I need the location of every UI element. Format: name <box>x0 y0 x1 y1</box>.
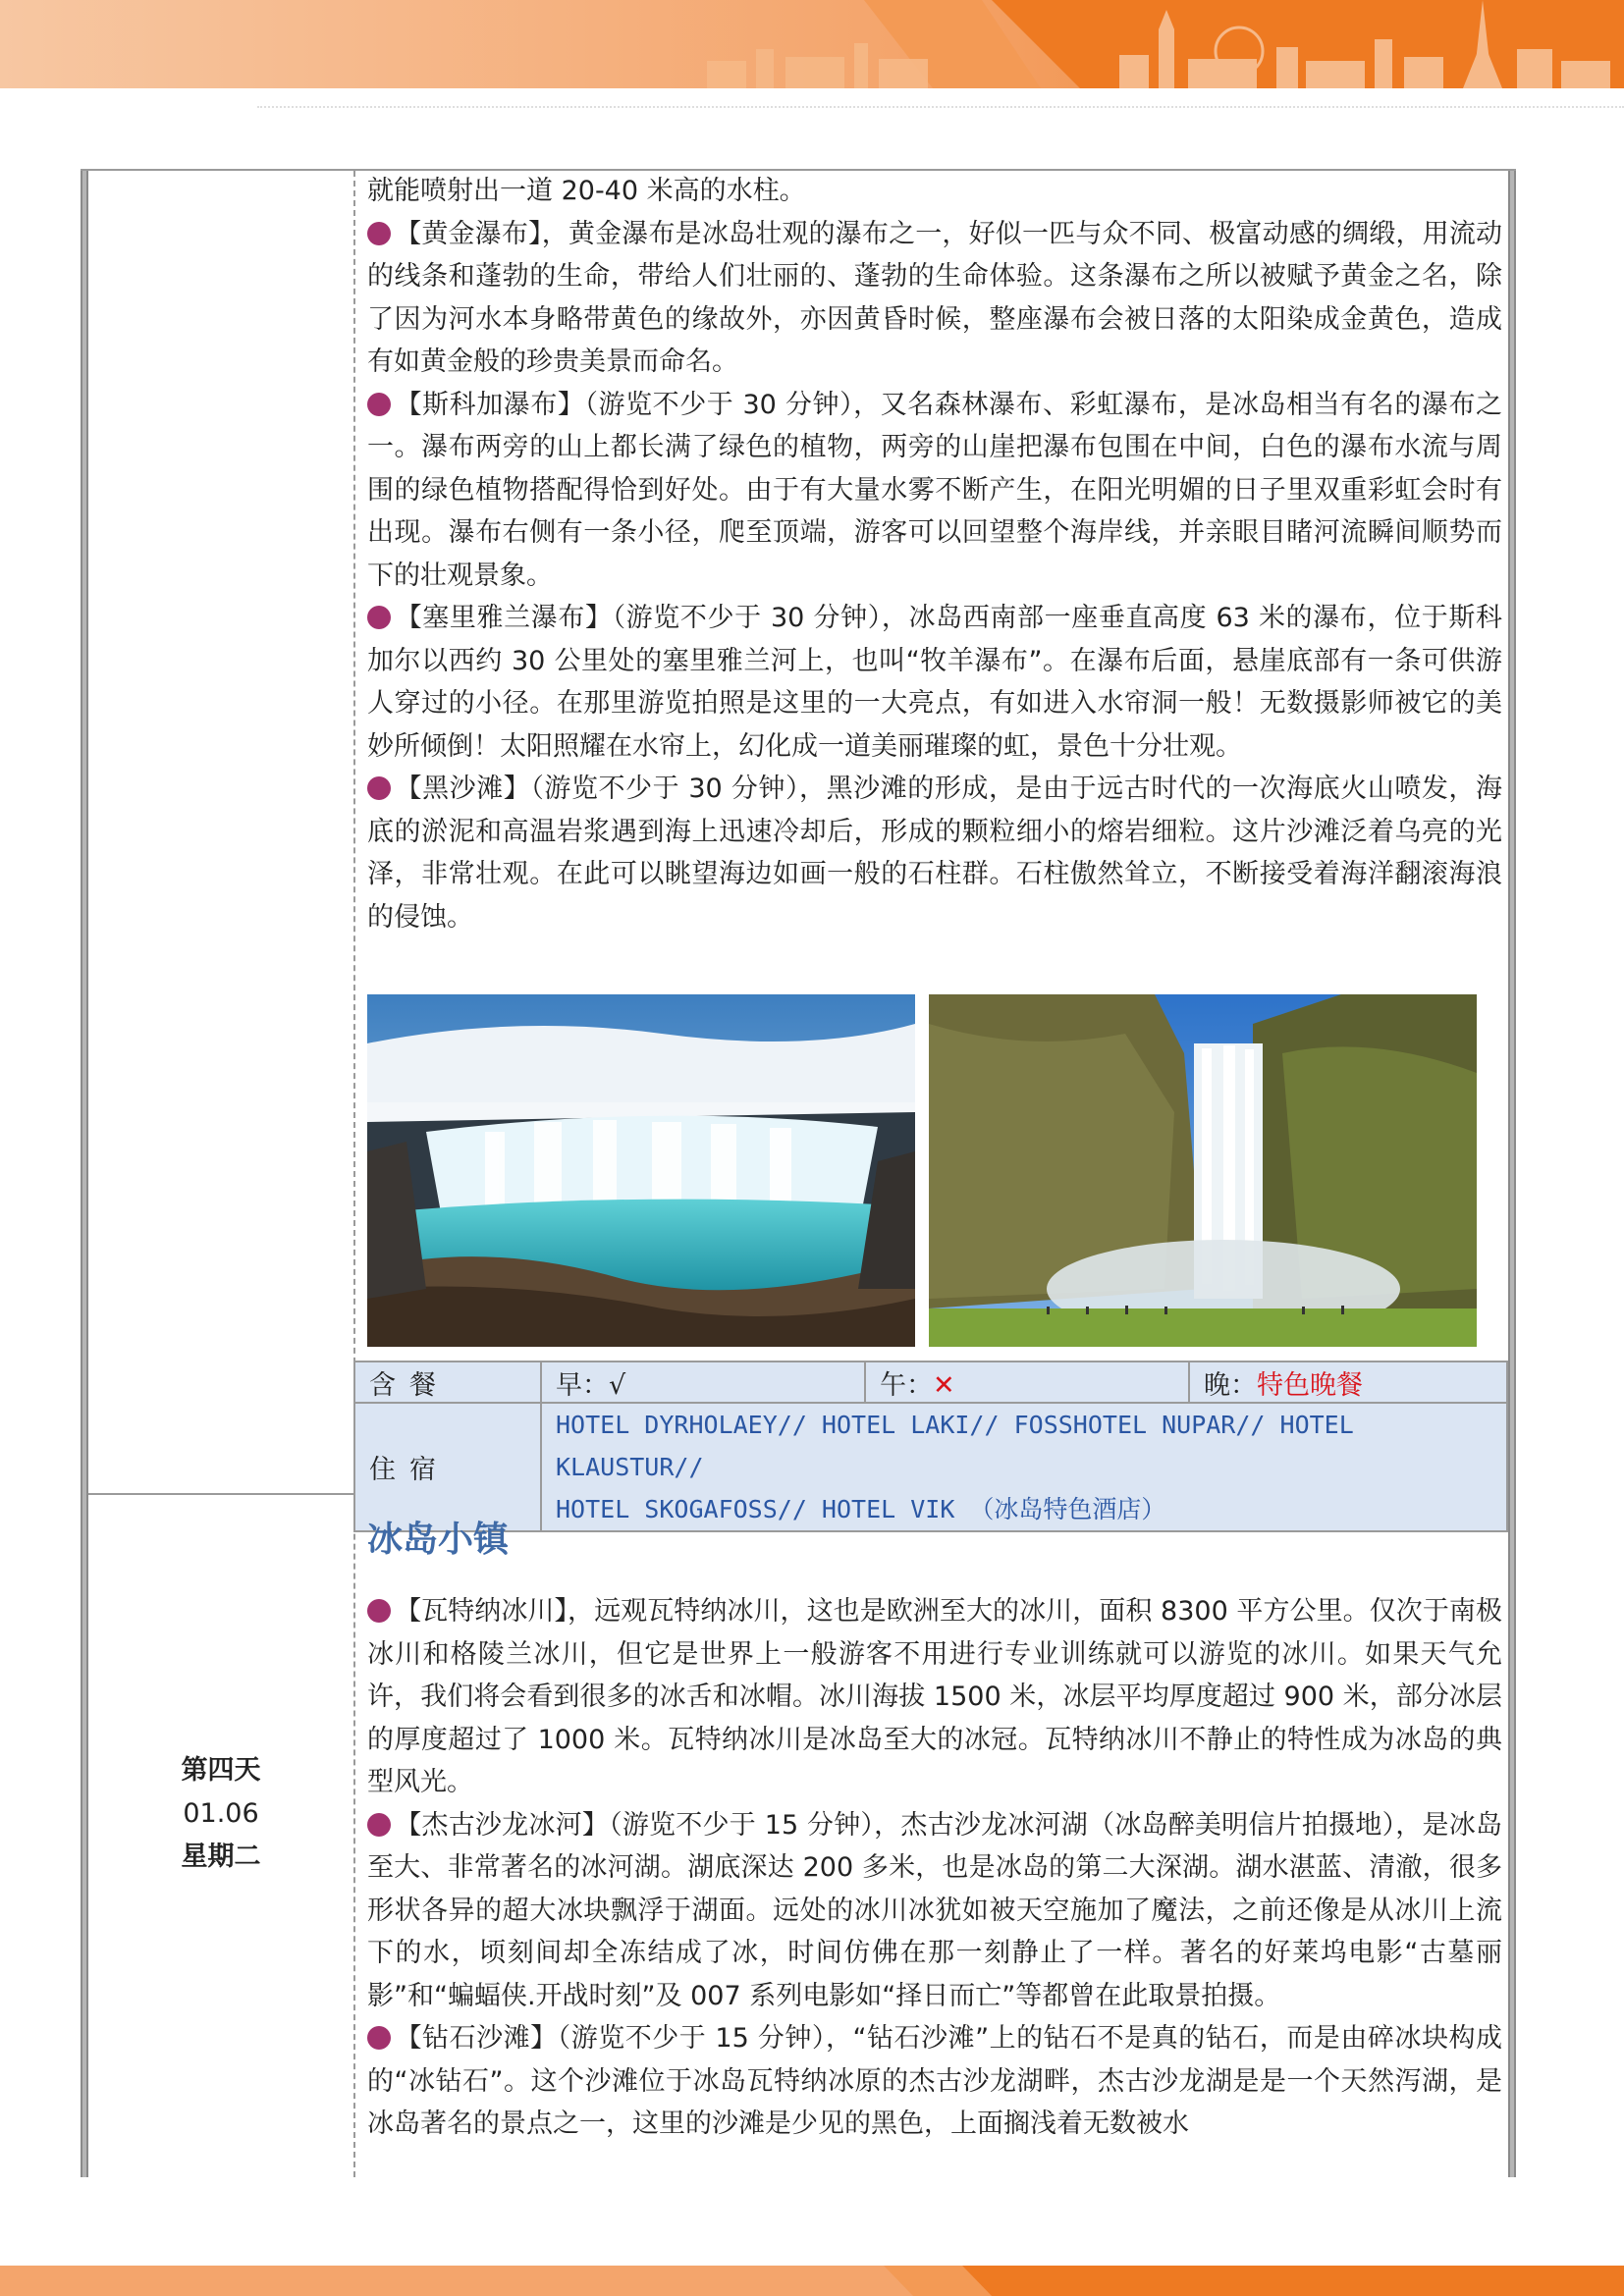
attraction-name: 【钻石沙滩】 <box>395 2023 558 2054</box>
footer-bar <box>0 2266 1624 2296</box>
hotel-list <box>541 1403 1507 1531</box>
meal-row <box>354 1362 1507 1403</box>
paragraph-geyser-end: 就能喷射出一道 20-40 米高的水柱。 <box>367 176 806 206</box>
meal-lodging-table <box>353 1361 1508 1532</box>
day-weekday: 星期二 <box>181 1842 261 1872</box>
table-right-border <box>1508 171 1516 2177</box>
paragraph-seljalandsfoss: 【塞里雅兰瀑布】（游览不少于 30 分钟），冰岛西南部一座垂直高度 63 米的瀑布，位于斯科加尔以西约 30 公里处的塞里雅兰河上，也叫“牧羊瀑布”。在瀑布后面，悬崖底部有一条可供游人穿过的小径。在那里游览拍照是这里的一大亮点，有如进入水帘洞一般！无数摄影师被它的美妙所倾倒！太阳照耀在水帘上，幻化成一道美丽璀璨的虹，景色十分壮观。 <box>367 603 1502 762</box>
bullet-dot-icon <box>367 1599 391 1623</box>
day4-itinerary-text <box>367 1590 1502 2146</box>
column-divider <box>353 171 355 2177</box>
waterfall-cliff-image <box>929 994 1477 1347</box>
attraction-name: 【杰古沙龙冰河】 <box>395 1809 610 1841</box>
paragraph-vatnajokull: 【瓦特纳冰川】，远观瓦特纳冰川，这也是欧洲至大的冰川，面积 8300 平方公里。仅次于南极冰川和格陵兰冰川，但它是世界上一般游客不用进行专业训练就可以游览的冰川。如果天气允许，我们将会看到很多的冰舌和冰帽。冰川海拔 1500 米，冰层平均厚度超过 900 米，部分冰层的厚度超过了 1000 米。瓦特纳冰川是冰岛至大的冰冠。瓦特纳冰川不静止的特性成为冰岛的典型风光。 <box>367 1596 1502 1797</box>
lodging-label: 住宿 <box>354 1403 541 1531</box>
attraction-name: 【瓦特纳冰川】 <box>395 1596 568 1627</box>
breakfast-cell: 早：√ <box>541 1362 865 1403</box>
lunch-cell: 午：✕ <box>865 1362 1189 1403</box>
attraction-name: 【斯科加瀑布】 <box>395 389 585 420</box>
paragraph-gullfoss: 【黄金瀑布】，黄金瀑布是冰岛壮观的瀑布之一，好似一匹与众不同、极富动感的绸缎，用流动的线条和蓬勃的生命，带给人们壮丽的、蓬勃的生命体验。这条瀑布之所以被赋予黄金之名，除了因为河水本身略带黄色的缘故外，亦因黄昏时候，整座瀑布会被日落的太阳染成金黄色，造成有如黄金般的珍贵美景而命名。 <box>367 218 1502 377</box>
dinner-cell: 晚：特色晚餐 <box>1189 1362 1507 1403</box>
header-dotted-divider <box>257 106 1624 108</box>
hotel-line-2: HOTEL SKOGAFOSS// HOTEL VIK （冰岛特色酒店） <box>556 1495 1166 1523</box>
day3-itinerary-text <box>367 170 1502 938</box>
attraction-name: 【黑沙滩】 <box>395 774 531 804</box>
dinner-value: 特色晚餐 <box>1257 1369 1363 1401</box>
paragraph-diamond-beach: 【钻石沙滩】（游览不少于 15 分钟），“钻石沙滩”上的钻石不是真的钻石，而是由碎冰块构成的“冰钻石”。这个沙滩位于冰岛瓦特纳冰原的杰古沙龙湖畔，杰古沙龙湖是是一个天然泻湖，是冰岛著名的景点之一，这里的沙滩是少见的黑色，上面搁浅着无数被水 <box>367 2023 1503 2139</box>
bullet-dot-icon <box>367 606 391 629</box>
attraction-name: 【黄金瀑布】 <box>395 218 542 249</box>
bullet-dot-icon <box>367 776 391 800</box>
day-label <box>88 1749 353 1879</box>
waterfall-lagoon-image <box>367 994 915 1347</box>
photo-skogafoss <box>929 994 1477 1347</box>
day4-title: 冰岛小镇 <box>367 1520 510 1560</box>
breakfast-value: √ <box>609 1369 626 1401</box>
lodging-row <box>354 1403 1507 1531</box>
hotel-line-1: HOTEL DYRHOLAEY// HOTEL LAKI// FOSSHOTEL NUPAR// HOTEL KLAUSTUR// <box>556 1411 1354 1481</box>
bullet-dot-icon <box>367 222 391 245</box>
paragraph-black-sand-beach: 【黑沙滩】（游览不少于 30 分钟），黑沙滩的形成，是由于远古时代的一次海底火山喷发，海底的淤泥和高温岩浆遇到海上迅速冷却后，形成的颗粒细小的熔岩细粒。这片沙滩泛着乌亮的光泽，非常壮观。在此可以眺望海边如画一般的石柱群。石柱傲然耸立，不断接受着海洋翻滚海浪的侵蚀。 <box>367 774 1502 933</box>
bullet-dot-icon <box>367 393 391 416</box>
paragraph-jokulsarlon: 【杰古沙龙冰河】（游览不少于 15 分钟），杰古沙龙冰河湖（冰岛醉美明信片拍摄地），是冰岛至大、非常著名的冰河湖。湖底深达 200 多米，也是冰岛的第二大深湖。湖水湛蓝、清澈，很多形状各异的超大冰块飘浮于湖面。远处的冰川冰犹如被天空施加了魔法，之前还像是从冰川上流下的水，顷刻间却全冻结成了冰，时间仿佛在那一刻静止了一样。著名的好莱坞电影“古墓丽影”和“蝙蝠侠.开战时刻”及 007 系列电影如“择日而亡”等都曾在此取景拍摄。 <box>367 1809 1502 2011</box>
footer-graphic <box>0 2266 1624 2296</box>
lunch-value: ✕ <box>933 1369 955 1401</box>
bullet-dot-icon <box>367 1813 391 1837</box>
paragraph-skogafoss: 【斯科加瀑布】（游览不少于 30 分钟），又名森林瀑布、彩虹瀑布，是冰岛相当有名的瀑布之一。瀑布两旁的山上都长满了绿色的植物，两旁的山崖把瀑布包围在中间，白色的瀑布水流与周围的绿色植物搭配得恰到好处。由于有大量水雾不断产生，在阳光明媚的日子里双重彩虹会时有出现。瀑布右侧有一条小径，爬至顶端，游客可以回望整个海岸线，并亲眼目睹河流瞬间顺势而下的壮观景象。 <box>367 389 1503 591</box>
day-number: 第四天 <box>181 1755 261 1786</box>
table-left-border <box>81 171 88 2177</box>
attraction-name: 【塞里雅兰瀑布】 <box>395 603 613 633</box>
photo-glacier-waterfall <box>367 994 915 1347</box>
bullet-dot-icon <box>367 2026 391 2050</box>
header-skyline-graphic <box>0 0 1624 88</box>
meal-label: 含餐 <box>354 1362 541 1403</box>
day-date: 01.06 <box>183 1798 259 1829</box>
header-banner <box>0 0 1624 88</box>
